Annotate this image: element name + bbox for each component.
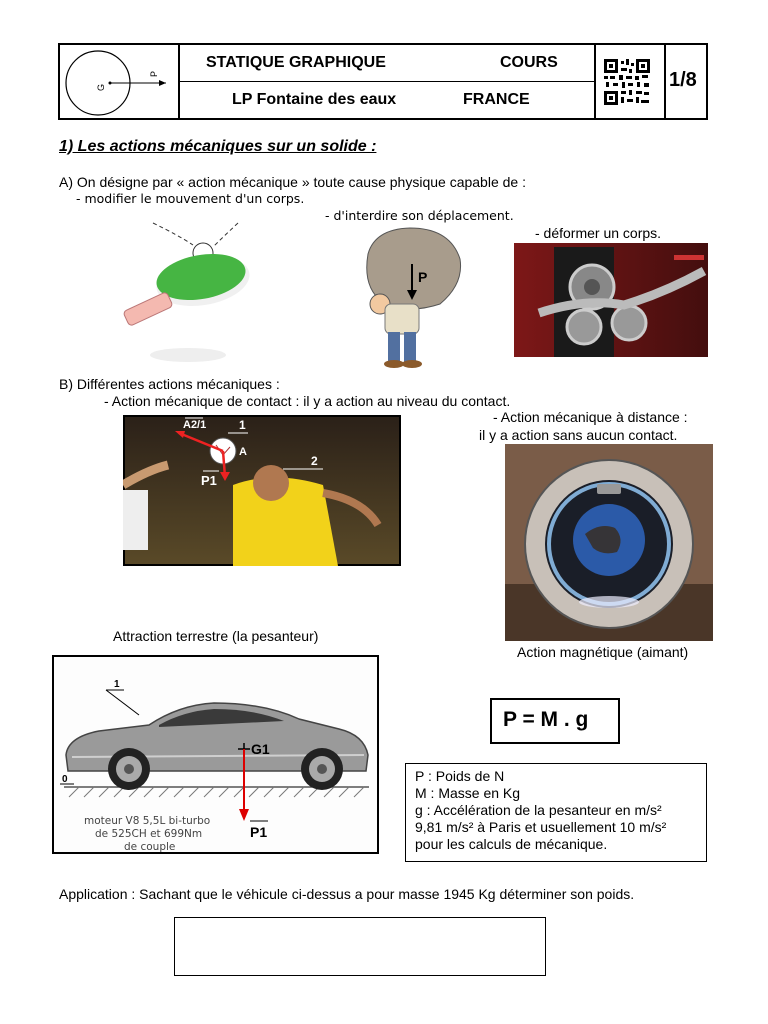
school-name: LP Fontaine des eaux xyxy=(232,91,397,108)
item-modify-movement: - modifier le mouvement d'un corps. xyxy=(76,191,305,206)
engine-line-2: de 525CH et 699Nm xyxy=(95,828,203,840)
logo-g-label: G xyxy=(96,83,106,91)
item-deform-body: - déformer un corps. xyxy=(535,225,662,241)
application-text: Application : Sachant que le véhicule ci-dessus a pour masse 1945 Kg déterminer son poids. xyxy=(59,886,635,902)
legend-box xyxy=(405,763,707,862)
header-row-1 xyxy=(178,45,594,82)
qr-code[interactable] xyxy=(594,45,666,118)
legend-line-1: P : Poids de N xyxy=(415,768,505,784)
magnet-caption: Action magnétique (aimant) xyxy=(517,644,689,660)
ground-label-0: 0 xyxy=(62,774,68,785)
boulder-carrier-illustration xyxy=(350,224,470,372)
soccer-label-a21: A2/1 xyxy=(183,419,207,431)
legend-line-3: g : Accélération de la pesanteur en m/s² xyxy=(415,802,662,818)
car-label-p1: P1 xyxy=(250,824,268,840)
engine-line-1: moteur V8 5,5L bi-turbo xyxy=(84,815,211,827)
contact-action-text: - Action mécanique de contact : il y a action au niveau du contact. xyxy=(104,393,511,409)
car-figure xyxy=(52,655,379,854)
engine-line-3: de couple xyxy=(124,841,176,852)
soccer-header-photo xyxy=(123,415,401,566)
ping-pong-illustration xyxy=(118,215,258,365)
soccer-label-1: 1 xyxy=(239,418,246,432)
legend-line-4: 9,81 m/s² à Paris et usuellement 10 m/s² xyxy=(415,819,667,835)
course-title: STATIQUE GRAPHIQUE xyxy=(206,54,386,71)
formula-box xyxy=(490,698,620,744)
page-number-cell xyxy=(664,45,706,118)
gravity-caption: Attraction terrestre (la pesanteur) xyxy=(113,628,319,644)
car-label-g1: G1 xyxy=(251,741,270,757)
car-label-1: 1 xyxy=(114,679,120,690)
legend-line-5: pour les calculs de mécanique. xyxy=(415,836,608,852)
legend-line-2: M : Masse en Kg xyxy=(415,785,521,801)
section-b-title: B) Différentes actions mécaniques : xyxy=(59,376,280,392)
country: FRANCE xyxy=(463,91,530,108)
distance-action-line-1: - Action mécanique à distance : xyxy=(493,409,688,425)
soccer-label-2: 2 xyxy=(311,454,318,468)
header-middle xyxy=(178,45,596,118)
section-1-title: 1) Les actions mécaniques sur un solide : xyxy=(59,138,377,155)
course-type: COURS xyxy=(500,54,558,71)
formula-text: P = M . g xyxy=(503,708,589,731)
soccer-label-p1: P1 xyxy=(201,473,217,488)
circle-diagram-icon xyxy=(60,45,178,118)
header-table xyxy=(58,43,708,120)
logo-p-label: P xyxy=(149,70,159,77)
car-illustration xyxy=(54,657,377,852)
magnetic-globe-photo xyxy=(505,444,713,641)
page-number: 1/8 xyxy=(669,69,697,91)
header-logo xyxy=(60,45,180,118)
soccer-label-a: A xyxy=(239,446,247,458)
distance-action-line-2: il y a action sans aucun contact. xyxy=(479,427,678,443)
boulder-p-label: P xyxy=(418,269,428,285)
bending-machine-photo xyxy=(514,243,708,357)
qr-code-icon[interactable] xyxy=(594,45,664,118)
section-a-intro: A) On désigne par « action mécanique » toute cause physique capable de : xyxy=(59,174,526,190)
item-prevent-displacement: - d'interdire son déplacement. xyxy=(325,208,514,223)
answer-box[interactable] xyxy=(174,917,546,976)
